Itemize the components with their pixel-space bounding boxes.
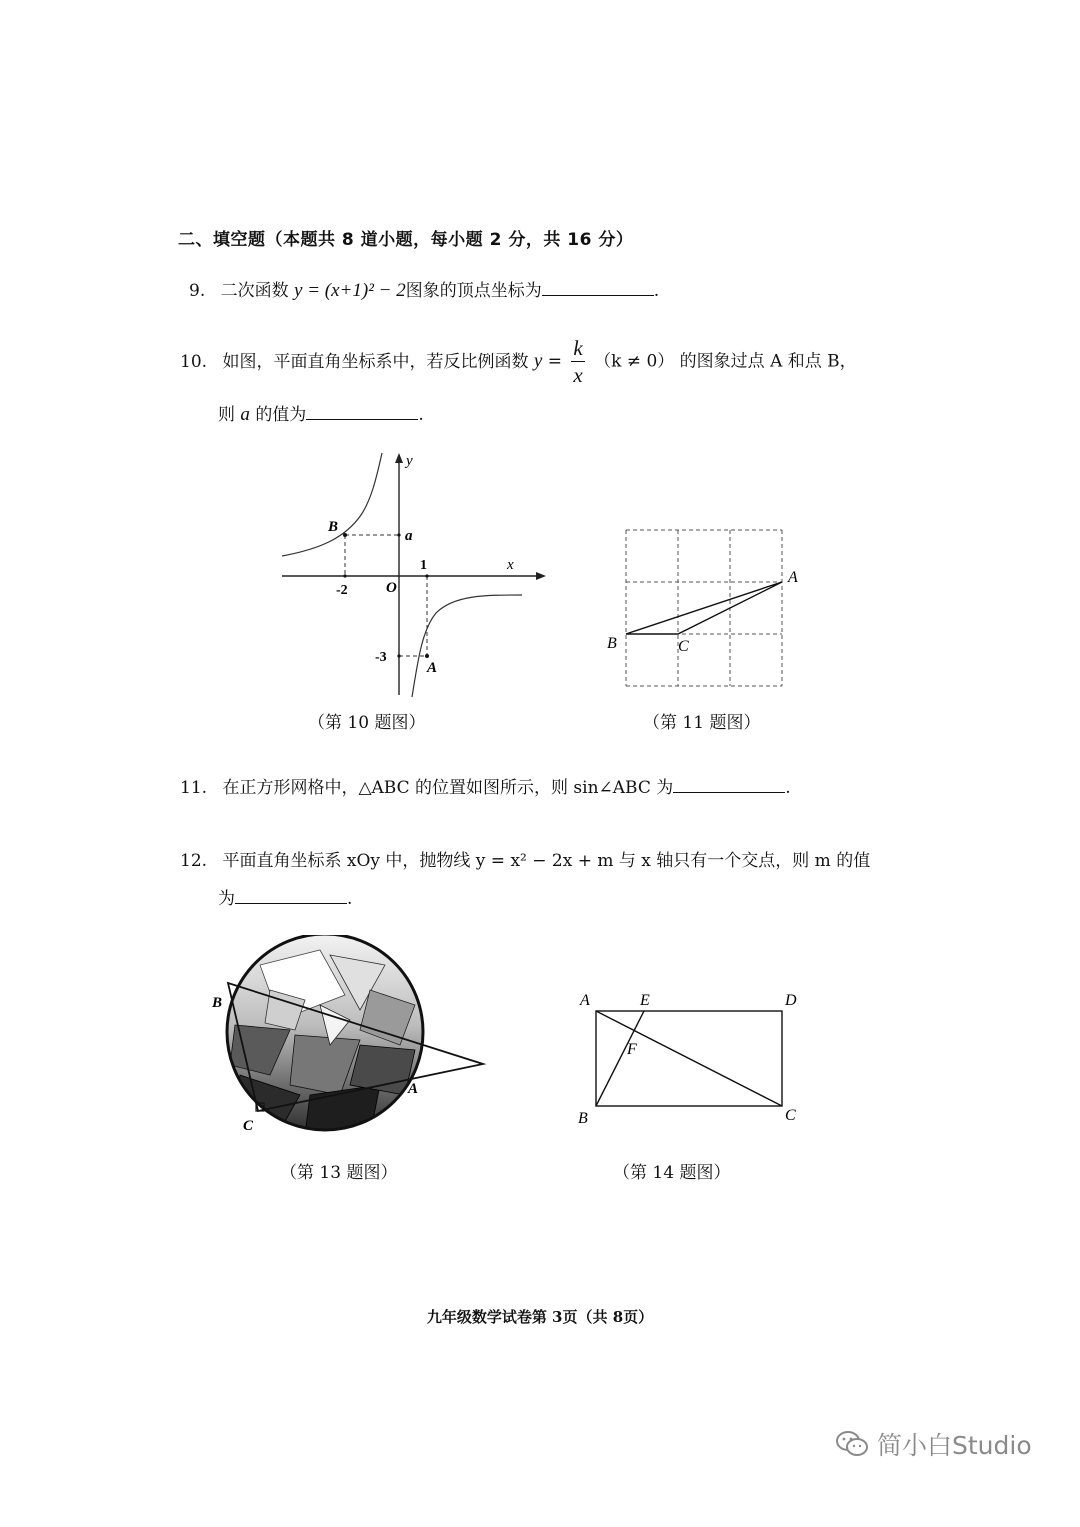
tick-1	[425, 574, 428, 577]
label-neg3: -3	[375, 650, 387, 665]
label-A: A	[788, 569, 798, 586]
point-A	[425, 654, 429, 658]
figure-13-caption: （第 13 题图）	[280, 1163, 398, 1183]
label-x: x	[507, 557, 514, 573]
fraction-denominator: x	[573, 363, 583, 387]
question-10-line2: 则 a 的值为 .	[218, 404, 424, 425]
question-number: 11.	[180, 778, 208, 798]
figure-10-caption: （第 10 题图）	[308, 713, 426, 733]
watermark-text: 简小白Studio	[877, 1431, 1032, 1460]
figure-11-grid-triangle	[600, 520, 810, 700]
question-12	[180, 846, 870, 871]
answer-blank[interactable]	[542, 294, 654, 296]
formula: y = (x+1)² − 2	[294, 280, 406, 301]
label-O: O	[386, 580, 397, 596]
question-text: 的值为	[255, 405, 307, 425]
label-C: C	[785, 1107, 796, 1124]
label-a: a	[405, 528, 413, 544]
question-9: 9. 二次函数 y = (x+1)² − 2图象的顶点坐标为 .	[189, 280, 660, 301]
figure-14-rectangle	[570, 985, 810, 1130]
answer-blank[interactable]	[673, 791, 785, 793]
variable: a	[240, 404, 250, 425]
question-text: 二次函数	[220, 281, 289, 301]
triangle-ABC	[626, 582, 782, 634]
hyperbola-branch-right	[412, 595, 522, 697]
question-text: 如图，平面直角坐标系中，若反比例函数	[222, 351, 529, 372]
question-12-line2: 为 .	[218, 889, 353, 909]
tick-a	[397, 533, 400, 536]
question-text: 的图象过点 A 和点 B，	[679, 351, 857, 372]
figure-14-caption: （第 14 题图）	[613, 1163, 731, 1183]
question-text: 平面直角坐标系 xOy 中，抛物线 y = x² − 2x + m 与 x 轴只有一个交点，则 m 的值	[222, 851, 871, 871]
label-C: C	[678, 638, 689, 655]
label-D: D	[785, 992, 797, 1009]
label-B: B	[328, 519, 339, 535]
point-B	[343, 533, 347, 537]
wechat-icon	[835, 1429, 869, 1459]
fraction-numerator: k	[573, 336, 583, 360]
label-B: B	[578, 1110, 588, 1127]
label-A: A	[427, 660, 438, 676]
question-11: 11. 在正方形网格中，△ABC 的位置如图所示，则 sin∠ABC 为 .	[180, 778, 791, 798]
figure-10-hyperbola-graph	[270, 445, 560, 705]
question-number: 9.	[189, 281, 206, 301]
label-B: B	[212, 995, 223, 1011]
question-number: 10.	[180, 351, 208, 372]
hyperbola-branch-left	[282, 453, 382, 556]
question-text: 则	[218, 405, 235, 425]
question-text: 为	[218, 889, 235, 909]
tick-neg3	[397, 654, 400, 657]
watermark	[835, 1426, 1032, 1462]
label-y: y	[406, 453, 413, 469]
question-number: 12.	[180, 851, 208, 871]
label-F: F	[627, 1041, 637, 1058]
label-A: A	[408, 1081, 419, 1097]
question-text: 在正方形网格中，△ABC 的位置如图所示，则 sin∠ABC 为	[222, 778, 674, 798]
label-neg2: -2	[336, 583, 348, 598]
segment-BE	[596, 1011, 644, 1106]
tick-neg2	[343, 574, 346, 577]
x-axis-arrow	[536, 572, 546, 580]
label-E: E	[640, 992, 650, 1009]
diagonal-AC	[596, 1011, 782, 1106]
page-footer: 九年级数学试卷第 3页（共 8页）	[426, 1308, 654, 1326]
label-B: B	[607, 635, 617, 652]
condition: （k ≠ 0）	[594, 351, 675, 372]
section-title: 二、填空题（本题共 8 道小题，每小题 2 分，共 16 分）	[178, 230, 634, 250]
question-text: 图象的顶点坐标为	[405, 281, 542, 301]
answer-blank[interactable]	[306, 418, 418, 420]
figure-13-broken-mirror	[210, 935, 500, 1140]
y-axis-arrow	[395, 453, 403, 463]
fraction	[571, 338, 584, 386]
label-1: 1	[420, 558, 427, 573]
figure-11-caption: （第 11 题图）	[643, 713, 761, 733]
answer-blank[interactable]	[235, 902, 347, 904]
label-C: C	[243, 1118, 254, 1134]
label-A: A	[580, 992, 590, 1009]
question-10: 10. 如图，平面直角坐标系中，若反比例函数 y = $\frac{k}{x}$ （k ≠ 0） 的图象过点 A 和点 B，	[180, 336, 857, 387]
